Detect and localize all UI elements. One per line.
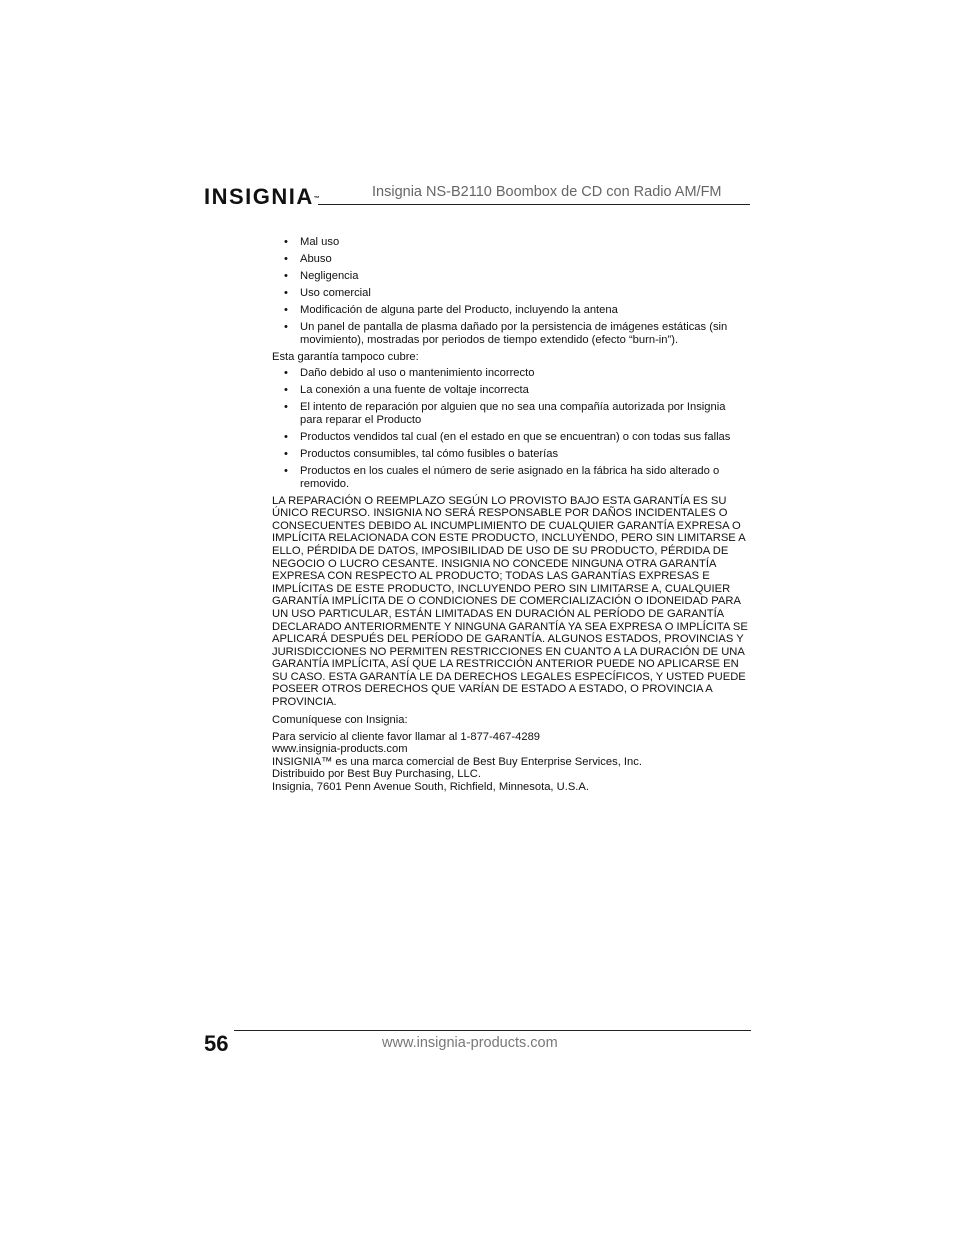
logo-trademark: ™	[313, 196, 320, 202]
list-item: • Abuso	[272, 253, 750, 266]
distributor-line: Distribuido por Best Buy Purchasing, LLC.	[272, 768, 481, 781]
legal-disclaimer: LA REPARACIÓN O REEMPLAZO SEGÚN LO PROVISTO BAJO ESTA GARANTÍA ES SU ÚNICO RECURSO. INSIGNIA NO SERÁ RESPONSABLE POR DAÑOS INCIDENTALES O CONSECUENTES DEBIDO AL INCUMPLIMIENTO DE CUALQUIER GARANTÍA EXPRESA O IMPLÍCITA RELACIONADA CON ESTE PRODUCTO, INCLUYENDO, PERO SIN LIMITARSE A ELLO, PÉRDIDA DE DATOS, IMPOSIBILIDAD DE USO DE SU PRODUCTO, PÉRDIDA DE NEGOCIO O LUCRO CESANTE. INSIGNIA NO CONCEDE NINGUNA OTRA GARANTÍA EXPRESA CON RESPECTO AL PRODUCTO; TODAS LAS GARANTÍAS EXPRESAS E IMPLÍCITAS DE ESTE PRODUCTO, INCLUYENDO PERO SIN LIMITARSE A, CUALQUIER GARANTÍA IMPLÍCITA DE O CONDICIONES DE COMERCIALIZACIÓN O IDONEIDAD PARA UN USO PARTICULAR, ESTÁN LIMITADAS EN DURACIÓN AL PERÍODO DE GARANTÍA DECLARADO ANTERIORMENTE Y NINGUNA GARANTÍA YA SEA EXPRESA O IMPLÍCITA SE APLICARÁ DESPUÉS DEL PERÍODO DE GARANTÍA. ALGUNOS ESTADOS, PROVINCIAS Y JURISDICCIONES NO PERMITEN RESTRICCIONES EN CUANTO A LA DURACIÓN DE UNA GARANTÍA IMPLÍCITA, ASÍ QUE LA RESTRICCIÓN ANTERIOR PUEDE NO APLICARSE EN SU CASO. ESTA GARANTÍA LE DA DERECHOS LEGALES ESPECÍFICOS, Y USTED PUEDE POSEER OTROS DERECHOS QUE VARÍAN DE ESTADO A ESTADO, O PROVINCIA A PROVINCIA.	[272, 494, 748, 709]
list-item: • Productos vendidos tal cual (en el estado en que se encuentran) o con todas sus fallas	[272, 431, 750, 444]
exclusions-list	[272, 236, 750, 346]
header-title: Insignia NS-B2110 Boombox de CD con Radio AM/FM	[372, 184, 722, 200]
list-item: • Modificación de alguna parte del Producto, incluyendo la antena	[272, 304, 750, 317]
trademark-line: INSIGNIA™ es una marca comercial de Best Buy Enterprise Services, Inc.	[272, 755, 642, 768]
header-divider	[318, 204, 750, 205]
also-not-covered-intro: Esta garantía tampoco cubre:	[272, 350, 419, 363]
list-item: • Productos consumibles, tal cómo fusibles o baterías	[272, 448, 750, 461]
page-content	[272, 236, 750, 794]
logo-text: INSIGNIA	[204, 184, 314, 209]
list-item: • Un panel de pantalla de plasma dañado por la persistencia de imágenes estáticas (sin movimiento), mostradas por periodos de tiempo extendido (efecto “burn-in”).	[272, 321, 750, 346]
list-item: • Negligencia	[272, 270, 750, 283]
list-item: • La conexión a una fuente de voltaje incorrecta	[272, 384, 750, 397]
page-number: 56	[204, 1031, 229, 1056]
list-item: • Mal uso	[272, 236, 750, 249]
footer-divider	[234, 1030, 751, 1031]
customer-service-line: Para servicio al cliente favor llamar al 1-877-467-4289	[272, 730, 541, 743]
footer-url[interactable]: www.insignia-products.com	[382, 1035, 558, 1051]
website-link[interactable]: www.insignia-products.com	[272, 743, 408, 756]
list-item: • Daño debido al uso o mantenimiento incorrecto	[272, 367, 750, 380]
contact-heading: Comuníquese con Insignia:	[272, 713, 408, 726]
list-item: • Productos en los cuales el número de serie asignado en la fábrica ha sido alterado o removido.	[272, 465, 750, 490]
additional-exclusions-list	[272, 367, 750, 490]
list-item: • Uso comercial	[272, 287, 750, 300]
list-item: • El intento de reparación por alguien que no sea una compañía autorizada por Insignia para reparar el Producto	[272, 401, 750, 426]
address-line: Insignia, 7601 Penn Avenue South, Richfield, Minnesota, U.S.A.	[272, 781, 589, 794]
insignia-logo	[204, 184, 320, 210]
contact-block	[272, 731, 750, 794]
